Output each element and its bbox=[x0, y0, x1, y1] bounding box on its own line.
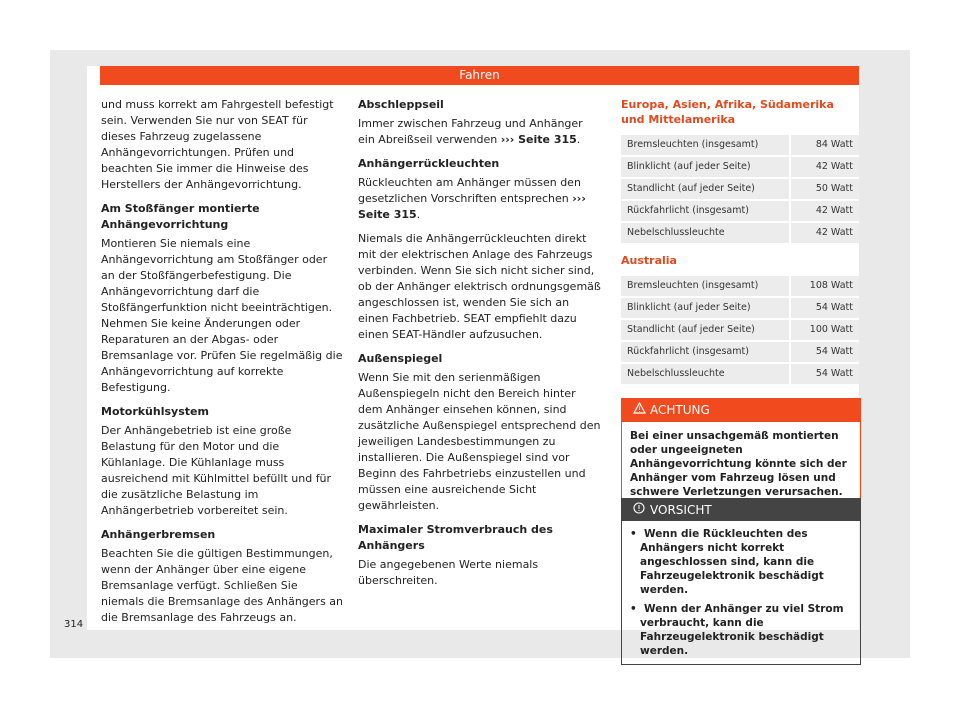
table-row: Bremsleuchten (insgesamt) 84 Watt bbox=[621, 135, 859, 155]
table-row: Nebelschlussleuchte 54 Watt bbox=[621, 364, 859, 384]
caution-body bbox=[622, 521, 860, 664]
table-row: Rückfahrlicht (insgesamt) 42 Watt bbox=[621, 201, 859, 221]
caution-title: VORSICHT bbox=[650, 503, 712, 517]
heading-towbar-bumper: Am Stoßfänger montierte Anhängevorrichtung bbox=[101, 202, 260, 231]
paragraph: Die angegebenen Werte niemals überschreiten. bbox=[358, 558, 539, 587]
column-2 bbox=[358, 97, 601, 597]
power-table-australia bbox=[621, 274, 859, 386]
table-row: Standlicht (auf jeder Seite) 100 Watt bbox=[621, 320, 859, 340]
paragraph: Wenn Sie mit den serienmäßigen Außenspiegeln nicht den Bereich hinter dem Anhänger einsehen können, sind zusätzliche Außenspiegel entsprechend den jeweiligen Landesbestimmungen zu installieren. Die Außenspiegel sind vor Beginn des Fahrbetriebs einzustellen und müssen eine ausreichende Sicht gewährleisten. bbox=[358, 371, 601, 512]
heading-trailer-brakes: Anhängerbremsen bbox=[101, 528, 216, 541]
table-row: Nebelschlussleuchte 42 Watt bbox=[621, 223, 859, 243]
paragraph: Montieren Sie niemals eine Anhängevorrichtung am Stoßfänger oder an der Stoßfängerbefestigung. Die Anhängevorrichtung darf die Stoßfängerfunktion nicht beeinträchtigen. Nehmen Sie keine Änderungen oder Reparaturen an der Abgas- oder Bremsanlage vor. Prüfen Sie regelmäßig die Anhängevorrichtung auf korrekte Befestigung. bbox=[101, 237, 343, 394]
column-3 bbox=[621, 97, 859, 392]
page-number: 314 bbox=[64, 619, 84, 630]
list-item: • Wenn die Rückleuchten des Anhängers nicht korrekt angeschlossen sind, kann die Fahrzeugelektronik beschädigt werden. bbox=[630, 528, 824, 596]
region-heading-australia: Australia bbox=[621, 254, 677, 267]
list-item: • Wenn der Anhänger zu viel Strom verbraucht, kann die Fahrzeugelektronik beschädigt werden. bbox=[630, 603, 844, 657]
table-row: Blinklicht (auf jeder Seite) 54 Watt bbox=[621, 298, 859, 318]
heading-cooling: Motorkühlsystem bbox=[101, 405, 209, 418]
heading-breakaway-cable: Abschleppseil bbox=[358, 98, 444, 111]
paragraph: Beachten Sie die gültigen Bestimmungen, wenn der Anhänger über eine eigene Bremsanlage verfügt. Schließen Sie niemals die Bremsanlage des Anhängers an die Bremsanlage des Fahrzeugs an. bbox=[101, 547, 344, 624]
warning-triangle-icon bbox=[632, 399, 646, 422]
caution-box bbox=[621, 498, 861, 665]
paragraph: und muss korrekt am Fahrgestell befestigt sein. Verwenden Sie nur von SEAT für dieses Fahrzeug zugelassene Anhängevorrichtungen. Prüfen und beachten Sie immer die Hinweise des Herstellers der Anhängevorrichtung. bbox=[101, 98, 334, 191]
warning-title: ACHTUNG bbox=[650, 403, 710, 417]
heading-max-power: Maximaler Stromverbrauch des Anhängers bbox=[358, 523, 553, 552]
column-1 bbox=[101, 97, 344, 634]
power-table-europe bbox=[621, 133, 859, 245]
table-row: Rückfahrlicht (insgesamt) 54 Watt bbox=[621, 342, 859, 362]
caution-header bbox=[622, 499, 860, 521]
page-reference-link[interactable]: ››› Seite 315 bbox=[358, 192, 586, 221]
heading-trailer-lights: Anhängerrückleuchten bbox=[358, 157, 500, 170]
paragraph: Rückleuchten am Anhänger müssen den gesetzlichen Vorschriften entsprechen ››› Seite 315. bbox=[358, 176, 586, 221]
heading-mirrors: Außenspiegel bbox=[358, 352, 443, 365]
paragraph: Der Anhängebetrieb ist eine große Belastung für den Motor und die Kühlanlage. Die Kühlanlage muss ausreichend mit Kühlmittel befüllt und für die zusätzliche Belastung im Anhängerbetrieb vorbereitet sein. bbox=[101, 424, 332, 517]
section-header: Fahren bbox=[100, 66, 859, 85]
warning-box bbox=[621, 398, 861, 507]
warning-header bbox=[622, 399, 860, 422]
paragraph: Niemals die Anhängerrückleuchten direkt mit der elektrischen Anlage des Fahrzeugs verbinden. Wenn Sie sich nicht sicher sind, ob der Anhänger elektrisch ordnungsgemäß angeschlossen ist, wenden Sie sich an einen Fachbetrieb. SEAT empfiehlt dazu einen SEAT-Händler aufzusuchen. bbox=[358, 232, 601, 341]
page-reference-link[interactable]: ››› Seite 315 bbox=[500, 133, 577, 146]
paragraph: Immer zwischen Fahrzeug und Anhänger ein Abreißseil verwenden ››› Seite 315. bbox=[358, 117, 583, 146]
table-row: Blinklicht (auf jeder Seite) 42 Watt bbox=[621, 157, 859, 177]
table-row: Standlicht (auf jeder Seite) 50 Watt bbox=[621, 179, 859, 199]
region-heading-europe: Europa, Asien, Afrika, Südamerika und Mittelamerika bbox=[621, 98, 834, 126]
table-row: Bremsleuchten (insgesamt) 108 Watt bbox=[621, 276, 859, 296]
warning-text: Bei einer unsachgemäß montierten oder ungeeigneten Anhängevorrichtung könnte sich der Anhänger vom Fahrzeug lösen und schwere Verletzungen verursachen. bbox=[630, 430, 847, 498]
info-circle-icon bbox=[632, 499, 646, 521]
